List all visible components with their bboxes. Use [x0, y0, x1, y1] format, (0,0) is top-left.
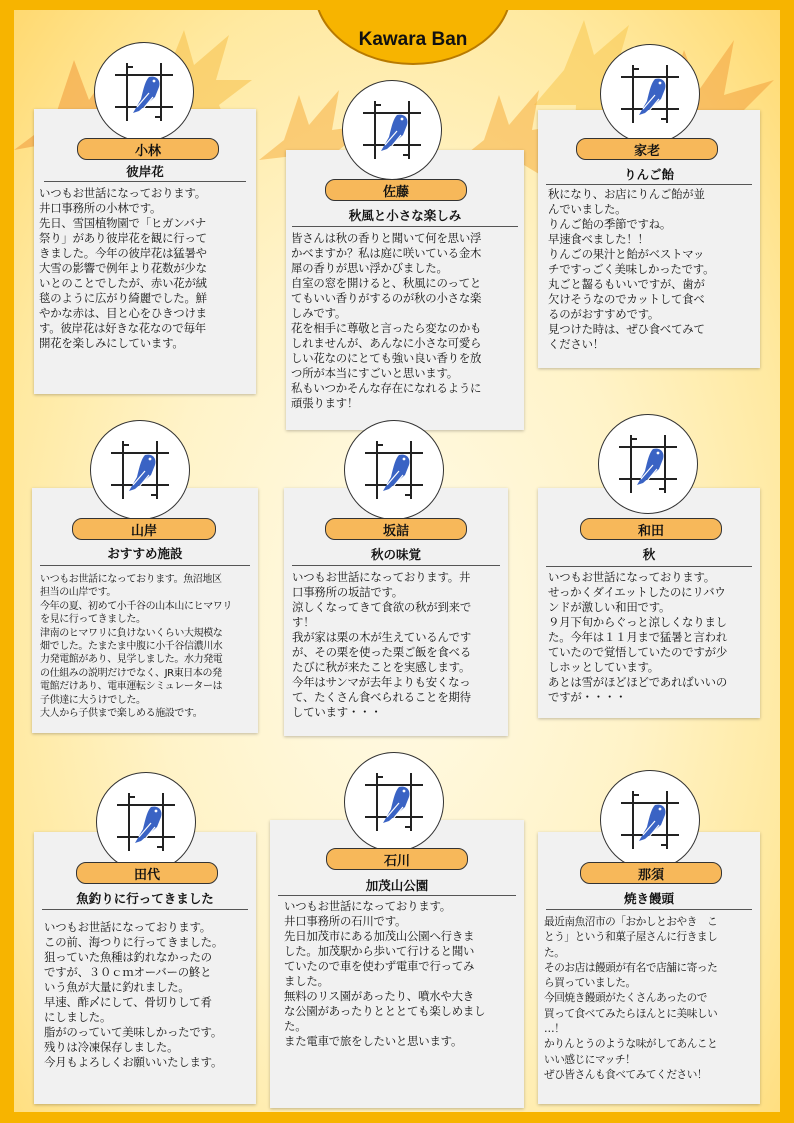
staff-name-badge: 家老	[576, 138, 718, 160]
staff-avatar	[342, 80, 442, 180]
staff-avatar	[344, 420, 444, 520]
topic-divider	[292, 565, 500, 566]
card-topic-title: 加茂山公園	[365, 878, 429, 893]
topic-divider	[546, 566, 752, 567]
card-topic-title: りんご飴	[623, 167, 674, 182]
staff-avatar	[96, 772, 196, 872]
staff-avatar	[344, 752, 444, 852]
staff-name-badge: 田代	[76, 862, 218, 884]
kingfisher-on-grid-icon	[111, 787, 181, 857]
topic-divider	[44, 181, 246, 182]
topic-divider	[42, 909, 248, 910]
kingfisher-on-grid-icon	[359, 767, 429, 837]
topic-divider	[292, 226, 518, 227]
topic-divider	[40, 565, 250, 566]
staff-avatar	[90, 420, 190, 520]
kingfisher-on-grid-icon	[357, 95, 427, 165]
card-body-text: いつもお世話になっております。 せっかくダイエットしたのにリバウ ンドが激しい和田です。 ９月下旬からぐっと涼しくなりまし た。今年は１１月まで猛暑と言われ ていたので覚悟していたのですが少 しホッとしています。 あとは雪がほどほどであればいいの ですが・・・・	[548, 570, 728, 704]
kingfisher-on-grid-icon	[105, 435, 175, 505]
card-body-text: 皆さんは秋の香りと聞いて何を思い浮 かべますか？私は庭に咲いている金木 犀の香りが思い浮かびました。 自室の窓を開けると、秋風にのってと てもいい香りがするのが秋の小さな楽 しみです。 花を相手に尊敬と言ったら変なのかも しれませんが、あんなに小さな可愛ら しい花なのにとても強い良い香りを放 つ所が本当にすごいと思います。 私もいつかそんな存在になれるように 頑張ります！	[291, 231, 482, 410]
staff-avatar	[600, 770, 700, 870]
card-body-text: 最近南魚沼市の「おかしとおやき こ とう」という和菓子屋さんに行きまし た。 そのお店は饅頭が有名で店舗に寄った ら買っていました。 今回焼き饅頭がたくさんあったので 買って食べてみたらほんとに美味しい …！ かりんとうのような味がしてあんこと いい感じにマッチ！ ぜひ皆さんも食べてみてください！	[544, 916, 718, 1081]
page-frame	[14, 10, 780, 1112]
card-body-text: いつもお世話になっております。井 口事務所の坂詰です。 涼しくなってきて食欲の秋が到来で す！ 我が家は栗の木が生えているんです が、その栗を使った栗ご飯を食べる たびに秋が来たことを実感します。 今年はサンマが去年よりも安くなっ て、たくさん食べられることを期待 しています・・・	[292, 570, 472, 719]
card-body-text: いつもお世話になっております。 この前、海つりに行ってきました。 狙っていた魚種は釣れなかったの ですが、３０ｃｍオーバーの鮗と いう魚が大量に釣れました。 早速、酢〆にして、骨切りして肴 にしました。 脂がのっていて美味しかったです。 残りは冷凍保存しました。 今月もよろしくお願いいたします。	[44, 920, 224, 1069]
kingfisher-on-grid-icon	[613, 429, 683, 499]
staff-name-badge: 和田	[580, 518, 722, 540]
staff-avatar	[94, 42, 194, 142]
staff-name-badge: 小林	[77, 138, 219, 160]
staff-avatar	[600, 44, 700, 144]
card-topic-title: 秋の味覚	[370, 547, 421, 562]
topic-divider	[546, 184, 752, 185]
card-body-text: いつもお世話になっております。 井口事務所の石川です。 先日加茂市にある加茂山公園へ行きま した。加茂駅から歩いて行けると聞い ていたので車を使わず電車で行ってみ ました。 無料のリス園があったり、噴水や大き な公園があったりとととても楽しめまし た。 また電車で旅をしたいと思います。	[284, 899, 486, 1048]
kingfisher-on-grid-icon	[359, 435, 429, 505]
topic-divider	[278, 895, 516, 896]
staff-name-badge: 那須	[580, 862, 722, 884]
card-topic-title: おすすめ施設	[107, 546, 183, 561]
kingfisher-on-grid-icon	[615, 785, 685, 855]
card-topic-title: 焼き饅頭	[623, 891, 674, 906]
newsletter-title: Kawara Ban	[358, 29, 468, 50]
card-body-text: いつもお世話になっております。魚沼地区 担当の山岸です。 今年の夏、初めて小千谷の山本山にヒマワリ を見に行ってきました。 津南のヒマワリに負けないくらい大規模な 畑でした。たまたま中腹に小千谷信濃川水 力発電館があり、見学しました。水力発電 の仕組みの説明だけでなく、JR東日本の発 電館だけあり、電車運転シミュレーターは 子供達に大うけでした。 大人から子供まで楽しめる施設です。	[40, 574, 232, 720]
staff-name-badge: 石川	[326, 848, 468, 870]
card-body-text: 秋になり、お店にりんご飴が並 んでいました。 りんご飴の季節ですね。 早速食べました！！ りんごの果汁と飴がベストマッ チですっごく美味しかったです。 丸ごと齧るもいいですが、歯が 欠けそうなのでカットして食べ るのがおすすめです。 見つけた時は、ぜひ食べてみて ください！	[548, 187, 715, 351]
card-body-text: いつもお世話になっております。 井口事務所の小林です。 先日、雪国植物園で「ヒガンバナ 祭り」があり彼岸花を観に行って きました。今年の彼岸花は猛暑や 大雪の影響で例年より花数が少な いとのことでしたが、赤い花が絨 毯のように広がり綺麗でした。鮮 やかな赤は、目と心をひきつけま す。彼岸花は好きな花なので毎年 開花を楽しみにしています。	[39, 186, 207, 350]
card-topic-title: 魚釣りに行ってきました	[76, 891, 214, 906]
card-topic-title: 秋	[642, 547, 656, 562]
staff-name-badge: 坂詰	[325, 518, 467, 540]
staff-name-badge: 山岸	[72, 518, 216, 540]
topic-divider	[546, 909, 752, 910]
card-topic-title: 秋風と小さな楽しみ	[348, 208, 462, 223]
kingfisher-on-grid-icon	[109, 57, 179, 127]
newsletter-title-tab	[314, 10, 512, 65]
staff-name-badge: 佐藤	[325, 179, 467, 201]
staff-avatar	[598, 414, 698, 514]
card-topic-title: 彼岸花	[126, 164, 164, 179]
kingfisher-on-grid-icon	[615, 59, 685, 129]
